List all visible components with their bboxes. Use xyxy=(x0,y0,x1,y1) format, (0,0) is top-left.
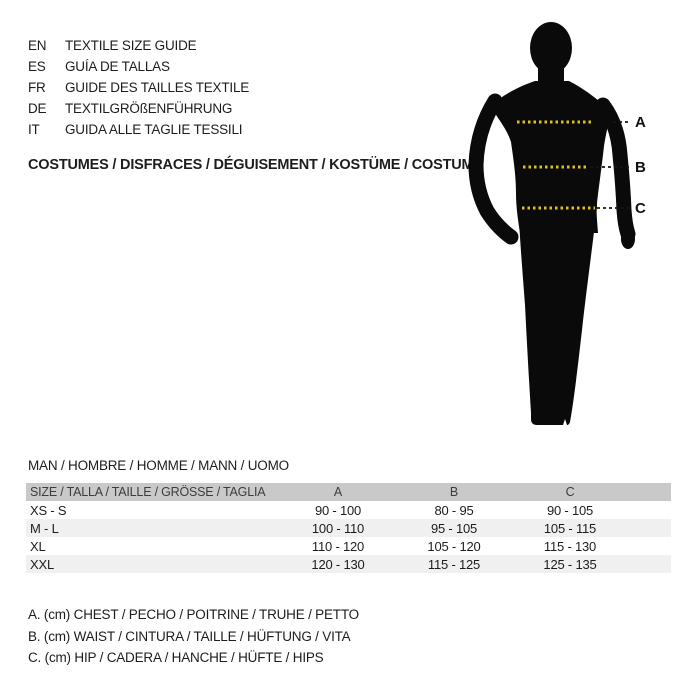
silhouette-right-hand xyxy=(621,229,635,249)
row-b: 105 - 120 xyxy=(427,538,481,554)
language-code: DE xyxy=(28,101,47,116)
measurement-legend xyxy=(28,604,359,669)
header-col-c: C xyxy=(565,485,575,499)
measure-label-c: C xyxy=(635,200,646,217)
language-code: IT xyxy=(28,122,40,137)
language-row-fr xyxy=(28,77,249,98)
legend-hip: C. (cm) HIP / CADERA / HANCHE / HÜFTE / HIPS xyxy=(28,650,324,665)
silhouette-legs xyxy=(518,195,597,425)
language-code: FR xyxy=(28,80,46,95)
row-size: XXL xyxy=(30,556,54,572)
row-b: 115 - 125 xyxy=(427,556,481,572)
row-a: 90 - 100 xyxy=(314,502,362,518)
measure-label-a: A xyxy=(635,114,646,131)
table-row xyxy=(26,555,671,573)
size-diagram-figure xyxy=(465,15,685,455)
row-c: 90 - 105 xyxy=(546,502,594,518)
row-size: M - L xyxy=(30,520,59,536)
language-label: GUIDA ALLE TAGLIE TESSILI xyxy=(65,122,243,137)
language-label: GUIDE DES TAILLES TEXTILE xyxy=(65,80,250,95)
row-a: 110 - 120 xyxy=(311,538,365,554)
language-label: TEXTILGRÖßENFÜHRUNG xyxy=(65,101,233,116)
size-table-header-row xyxy=(26,483,671,501)
legend-waist: B. (cm) WAIST / CINTURA / TAILLE / HÜFTUNG / VITA xyxy=(28,628,351,644)
row-c: 115 - 130 xyxy=(543,538,597,554)
header-size: SIZE / TALLA / TAILLE / GRÖSSE / TAGLIA xyxy=(30,485,266,499)
header-col-a: A xyxy=(333,485,343,499)
table-row xyxy=(26,537,671,555)
table-row xyxy=(26,519,671,537)
row-a: 100 - 110 xyxy=(311,520,365,536)
category-title: COSTUMES / DISFRACES / DÉGUISEMENT / KOSTÜME / COSTUMI xyxy=(28,157,478,173)
language-code: ES xyxy=(28,59,46,74)
silhouette-right-arm xyxy=(603,105,628,234)
language-row-en xyxy=(28,35,249,56)
language-code: EN xyxy=(28,38,47,53)
legend-chest: A. (cm) CHEST / PECHO / POITRINE / TRUHE / PETTO xyxy=(28,607,359,622)
header-col-b: B xyxy=(449,485,459,499)
language-label: GUÍA DE TALLAS xyxy=(65,59,170,74)
row-c: 125 - 135 xyxy=(543,556,597,572)
table-row xyxy=(26,501,671,519)
section-title-man: MAN / HOMBRE / HOMME / MANN / UOMO xyxy=(28,458,289,473)
language-row-de xyxy=(28,98,249,119)
language-row-es xyxy=(28,56,249,77)
row-a: 120 - 130 xyxy=(311,556,365,572)
language-row-it xyxy=(28,119,249,140)
measure-label-b: B xyxy=(635,159,646,176)
row-c: 105 - 115 xyxy=(543,520,597,536)
row-size: XL xyxy=(30,538,46,554)
language-label: TEXTILE SIZE GUIDE xyxy=(65,38,197,53)
size-table xyxy=(26,483,671,573)
row-b: 80 - 95 xyxy=(434,502,474,518)
row-b: 95 - 105 xyxy=(430,520,478,536)
row-size: XS - S xyxy=(30,502,67,518)
language-list xyxy=(28,35,249,140)
